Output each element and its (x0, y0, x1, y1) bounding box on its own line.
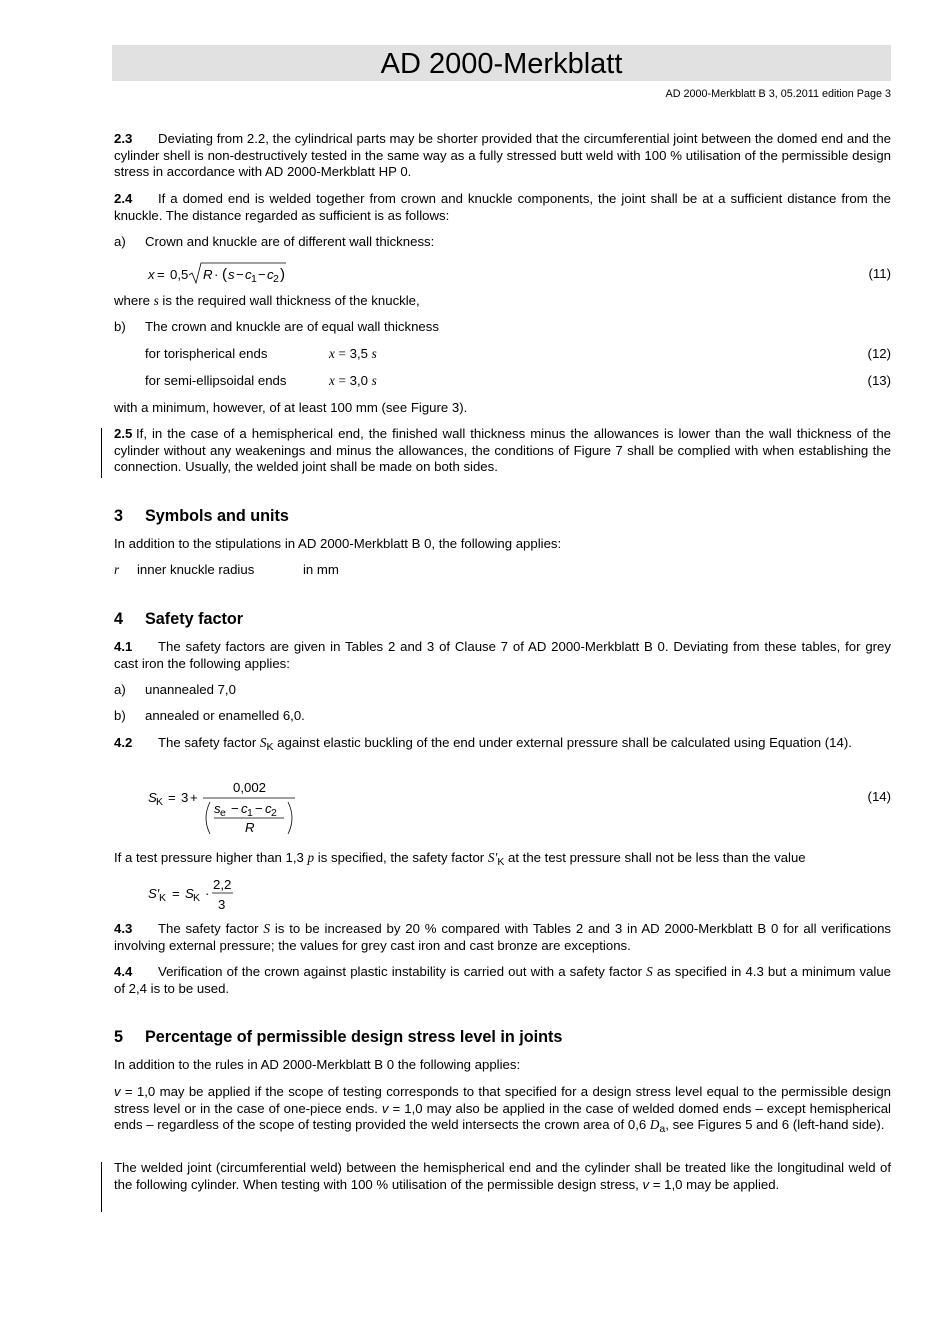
equation-11 (146, 261, 296, 287)
equation-number: (13) (867, 373, 891, 388)
section-intro: In addition to the rules in AD 2000-Merkblatt B 0 the following applies: (114, 1057, 521, 1072)
svg-text:): ) (280, 266, 285, 283)
svg-text:(: ( (222, 266, 227, 283)
list-item-text: unannealed 7,0 (145, 682, 236, 697)
text: is specified, the safety factor (314, 850, 488, 865)
paragraph-text: = 1,0 may also be applied in the case of welded domed ends – except hemispherical ends – regardless of the scope of testing provided the weld intersects the crown area of 0,6 (114, 1100, 891, 1132)
paragraph-2-3 (114, 131, 891, 181)
variable-p: p (307, 850, 315, 865)
svg-text:S: S (185, 886, 194, 901)
svg-text:2: 2 (271, 807, 277, 819)
text: If a test pressure higher than 1,3 (114, 850, 308, 865)
clause-text: The safety factor (158, 735, 260, 750)
paragraph-2-5 (114, 426, 891, 476)
svg-text:−: − (236, 267, 244, 282)
clause-text: as specified in 4.3 but a minimum value of 2,4 is to be used. (114, 964, 891, 996)
clause-number: 2.5 (114, 426, 133, 441)
paragraph-4-2 (114, 735, 891, 756)
where-text: is the required wall thickness of the knuckle, (158, 293, 420, 308)
fraction-denominator: 3 (218, 897, 226, 912)
list-item-text: annealed or enamelled 6,0. (145, 708, 305, 723)
equation-number: (12) (867, 346, 891, 361)
equation-number: (14) (867, 789, 891, 804)
symbol-sk-prime: $S'_K$ (487, 850, 505, 868)
paragraph-text: = 1,0 may be applied. (649, 1176, 780, 1192)
symbol: r (114, 562, 120, 577)
symbol-unit: in mm (303, 562, 339, 577)
list-label: b) (114, 708, 126, 723)
svg-text:K: K (156, 796, 164, 808)
section-heading-5 (114, 1027, 891, 1047)
section-number: 5 (114, 1028, 124, 1046)
svg-text:3: 3 (181, 790, 189, 805)
minimum-text: with a minimum, however, of at least 100 mm (see Figure 3). (114, 400, 468, 415)
svg-text:s: s (228, 267, 235, 282)
equation-value: 3,0 (349, 373, 368, 388)
variable-S: S (646, 964, 653, 979)
list-item-text: Crown and knuckle are of different wall thickness: (145, 234, 435, 249)
svg-text:1: 1 (251, 273, 257, 285)
variable-s: s (153, 293, 159, 308)
symbol-sk: $S_K$ (259, 735, 274, 753)
where-text: where (114, 293, 154, 308)
eq14-numerator: 0,002 (233, 780, 267, 795)
clause-text: If, in the case of a hemispherical end, the finished wall thickness minus the allowances is lower than the wall thickness of the cylinder without any weakenings and minus the allowances, the conditions of Figure 7 shall be complied with when establishing the connection. Usually, the welded joint shall be made on both sides. (114, 426, 891, 474)
clause-number: 4.2 (114, 735, 133, 750)
svg-text:1: 1 (247, 807, 253, 819)
section-title: Symbols and units (145, 507, 289, 525)
clause-text: Deviating from 2.2, the cylindrical parts may be shorter provided that the circumferential joint between the domed end and the cylinder shell is non-destructively tested in the same way as a fully stressed butt weld with 100 % utilisation of the permissible design stress in accordance with AD 2000-Merkblatt HP 0. (114, 131, 891, 179)
variable-v: v (642, 1176, 650, 1192)
list-label: b) (114, 319, 126, 334)
test-pressure-text (114, 850, 891, 871)
paragraph-text: The welded joint (circumferential weld) between the hemispherical end and the cylinder shall be treated like the longitudinal weld of the following cylinder. When testing with 100 % utilisation of the permissible design stress, (114, 1160, 891, 1192)
svg-text:+: + (190, 790, 198, 805)
svg-text:=: = (157, 267, 165, 282)
svg-text:S′: S′ (148, 886, 160, 901)
document-title: AD 2000-Merkblatt (112, 45, 891, 81)
section-title: Percentage of permissible design stress level in joints (145, 1028, 563, 1046)
paragraph-text: = 1,0 may be applied if the scope of testing corresponds to that specified for a design stress level equal to the permissible design stress level or in the case of one-piece ends. (114, 1084, 891, 1116)
paragraph-4-1 (114, 639, 891, 672)
paragraph-5-1 (114, 1084, 891, 1138)
equation-number: (11) (868, 266, 891, 281)
clause-text: against elastic buckling of the end under external pressure shall be calculated using Equation (14). (273, 735, 852, 750)
svg-text:2: 2 (273, 273, 279, 285)
svg-text:=: = (172, 886, 180, 901)
section-heading-4 (114, 609, 891, 629)
change-bar (101, 1162, 102, 1212)
list-item-text: The crown and knuckle are of equal wall thickness (145, 319, 439, 334)
section-number: 3 (114, 507, 124, 525)
svg-text:R: R (203, 267, 213, 282)
variable-S: S (263, 921, 270, 936)
clause-number: 2.3 (114, 131, 133, 146)
fraction-numerator: 2,2 (213, 877, 232, 892)
change-bar (101, 428, 102, 478)
clause-number: 4.3 (114, 921, 133, 936)
paragraph-4-4 (114, 964, 891, 997)
clause-text: If a domed end is welded together from crown and knuckle components, the joint shall be at a sufficient distance from the knuckle. The distance regarded as sufficient is as follows: (114, 191, 891, 223)
variable-v: v (114, 1084, 121, 1099)
svg-text:s: s (214, 801, 221, 816)
clause-number: 4.4 (114, 964, 133, 979)
svg-text:·: · (214, 267, 219, 282)
svg-text:−: − (231, 801, 239, 816)
list-label: a) (114, 234, 126, 249)
svg-text:K: K (193, 892, 201, 904)
clause-text: Verification of the crown against plastic instability is carried out with a safety factor (158, 964, 647, 979)
svg-text:c: c (241, 801, 248, 816)
paragraph-4-3 (114, 921, 891, 954)
paragraph-5-2 (114, 1160, 891, 1193)
semi-ellipsoidal-label: for semi-ellipsoidal ends (145, 373, 287, 388)
svg-text:c: c (265, 801, 272, 816)
page-reference: AD 2000-Merkblatt B 3, 05.2011 edition Page 3 (665, 88, 891, 100)
paragraph-2-4 (114, 191, 891, 224)
variable-D: D (649, 1117, 660, 1132)
svg-text:c: c (267, 267, 274, 282)
paragraph-text: , see Figures 5 and 6 (left-hand side). (665, 1117, 885, 1132)
section-title: Safety factor (145, 610, 244, 628)
svg-text:R: R (245, 820, 255, 835)
equation-value: 3,5 (349, 346, 368, 361)
symbol-description: inner knuckle radius (137, 562, 255, 577)
section-heading-3 (114, 506, 891, 526)
svg-text:x: x (148, 267, 155, 282)
svg-text:e: e (220, 807, 226, 819)
clause-text: is to be increased by 20 % compared with Tables 2 and 3 in AD 2000-Merkblatt B 0 for all verifications involving external pressure; the values for grey cast iron and cast bronze are exceptions. (114, 921, 892, 953)
svg-text:S: S (148, 790, 157, 805)
section-intro: In addition to the stipulations in AD 2000-Merkblatt B 0, the following applies: (114, 536, 562, 551)
equation-sk-prime (146, 876, 246, 916)
equation-13: x = 3,0 s (329, 373, 377, 388)
torispherical-label: for torispherical ends (145, 346, 268, 361)
equation-14 (146, 776, 306, 840)
clause-text: The safety factors are given in Tables 2 and 3 of Clause 7 of AD 2000-Merkblatt B 0. Deviating from these tables, for grey cast iron the following applies: (114, 639, 891, 671)
list-label: a) (114, 682, 126, 697)
svg-text:c: c (245, 267, 252, 282)
svg-text:·: · (205, 886, 210, 901)
section-number: 4 (114, 610, 124, 628)
text: at the test pressure shall not be less than the value (504, 850, 806, 865)
svg-text:K: K (159, 892, 167, 904)
clause-number: 2.4 (114, 191, 133, 206)
svg-text:=: = (168, 790, 176, 805)
clause-number: 4.1 (114, 639, 133, 654)
clause-text: The safety factor (158, 921, 264, 936)
equation-12: x = 3,5 s (329, 346, 377, 361)
where-line (114, 293, 891, 310)
svg-text:0,5: 0,5 (170, 267, 189, 282)
svg-text:−: − (255, 801, 263, 816)
svg-text:−: − (258, 267, 266, 282)
variable-v: v (381, 1100, 389, 1116)
subscript-a: a (659, 1123, 666, 1135)
